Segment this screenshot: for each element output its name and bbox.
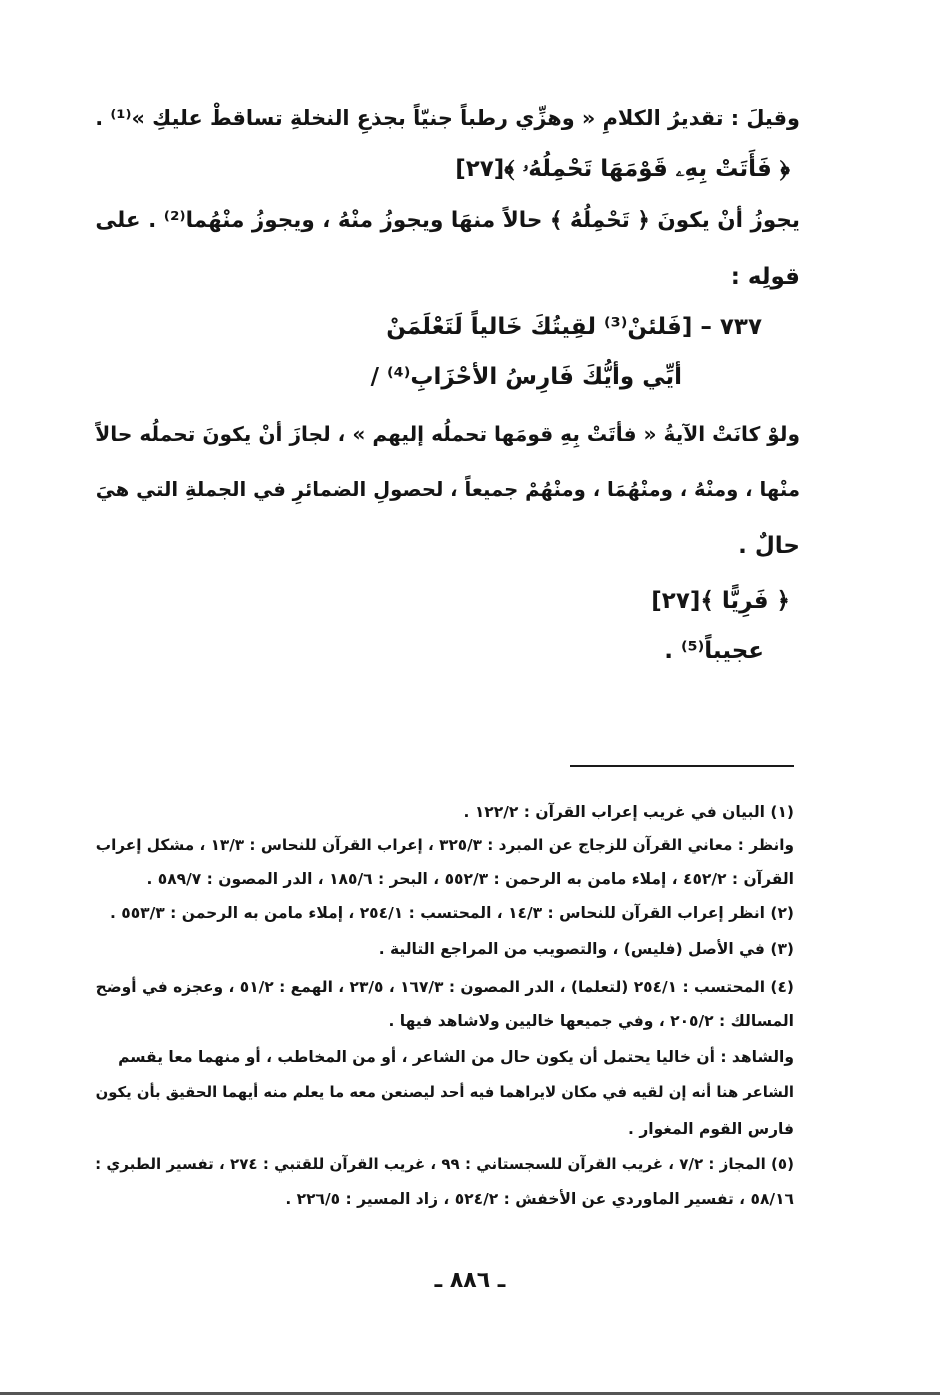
quran-verse-1: ﴿ فَأَتَتْ بِهِۦ قَوْمَهَا تَحْمِلُهُۥ ﴾[٢٧]: [455, 156, 790, 182]
footnote-5-cont-1: ٥٨/١٦ ، تفسير الماوردي عن الأخفش : ٥٢٤/٢ ، زاد المسير : ٢٢٦/٥ .: [285, 1190, 794, 1208]
body-line-11: عجيباً⁽⁵⁾ .: [664, 638, 764, 664]
footnote-3: (٣) في الأصل (فليس) ، والتصويب من المراجع التالية .: [378, 940, 794, 958]
page-number: ـ ٨٨٦ ـ: [434, 1268, 506, 1293]
footnote-4-cont-1: المسالك : ٢٠٥/٢ ، وفي جميعها خاليين ولاشاهد فيها .: [388, 1012, 794, 1030]
footnote-1: (١) البيان في غريب إعراب القرآن : ١٢٢/٢ .: [463, 803, 794, 821]
footnote-separator: [570, 765, 794, 767]
footnote-4-cont-3: الشاعر هنا أنه إن لقيه في مكان لايراهما فيه أحد ليصنعن معه ما يعلم منه أيهما الحقيق بأن يكون: [95, 1084, 794, 1101]
footnote-1-cont-1: وانظر : معاني القرآن للزجاج عن المبرد : ٣٢٥/٣ ، إعراب القرآن للنحاس : ١٣/٣ ، مشكل إعراب: [95, 836, 794, 854]
body-line-8: منْها ، ومنْهُ ، ومنْهُمَا ، ومنْهُمْ جميعاً ، لحصولِ الضمائرِ في الجملةِ التي هيَ: [95, 478, 800, 501]
body-line-9: حالٌ .: [738, 533, 800, 559]
footnote-4-cont-2: والشاهد : أن خاليا يحتمل أن يكون حال من الشاعر ، أو من المخاطب ، أو منهما معا يقسم: [118, 1048, 794, 1066]
quran-verse-2: ﴿ فَرِيًّا ﴾[٢٧]: [651, 588, 790, 614]
footnote-4: (٤) المحتسب : ٢٥٤/١ (لتعلما) ، الدر المصون : ١٦٧/٣ ، ٢٣/٥ ، الهمع : ٥١/٢ ، وعجزه في أوضح: [95, 978, 794, 996]
footnote-2: (٢) انظر إعراب القرآن للنحاس : ١٤/٣ ، المحتسب : ٢٥٤/١ ، إملاء مامن به الرحمن : ٥٥٣/٣ .: [109, 904, 794, 922]
scan-bottom-edge: [0, 1392, 940, 1395]
footnote-5: (٥) المجاز : ٧/٢ ، غريب القرآن للسجستاني : ٩٩ ، غريب القرآن للقتبي : ٢٧٤ ، تفسير الطبري :: [95, 1155, 794, 1173]
poetry-line-1: ٧٣٧ – [فَلئنْ⁽³⁾ لقِيتُكَ خَالياً لَتَعْلَمَنْ: [386, 314, 762, 340]
body-line-4: قولِه :: [730, 264, 800, 290]
footnote-1-cont-2: القرآن : ٤٥٢/٢ ، إملاء مامن به الرحمن : ٥٥٢/٣ ، البحر : ١٨٥/٦ ، الدر المصون : ٥٨٩/٧ .: [146, 870, 794, 888]
poetry-line-2: أيِّي وأيُّكَ فَارِسُ الأحْزَابِ⁽⁴⁾ /: [370, 364, 682, 390]
body-line-3: يجوزُ أنْ يكونَ ﴿ تَحْمِلُهُ ﴾ حالاً منهَا ويجوزُ منْهُ ، ويجوزُ منْهُما⁽²⁾ . على: [95, 208, 800, 233]
body-line-1: وقيلَ : تقديرُ الكلامِ « وهزِّي رطباً جنيّاً بجذعِ النخلةِ تساقطْ عليكِ »⁽¹⁾ .: [95, 106, 800, 130]
body-line-7: ولوْ كانَتْ الآيةُ « فأتَتْ بِهِ قومَها تحملُه إليهم » ، لجازَ أنْ يكونَ تحملُه حالاً: [95, 422, 800, 446]
footnote-4-cont-4: فارس القوم المغوار .: [628, 1120, 794, 1138]
